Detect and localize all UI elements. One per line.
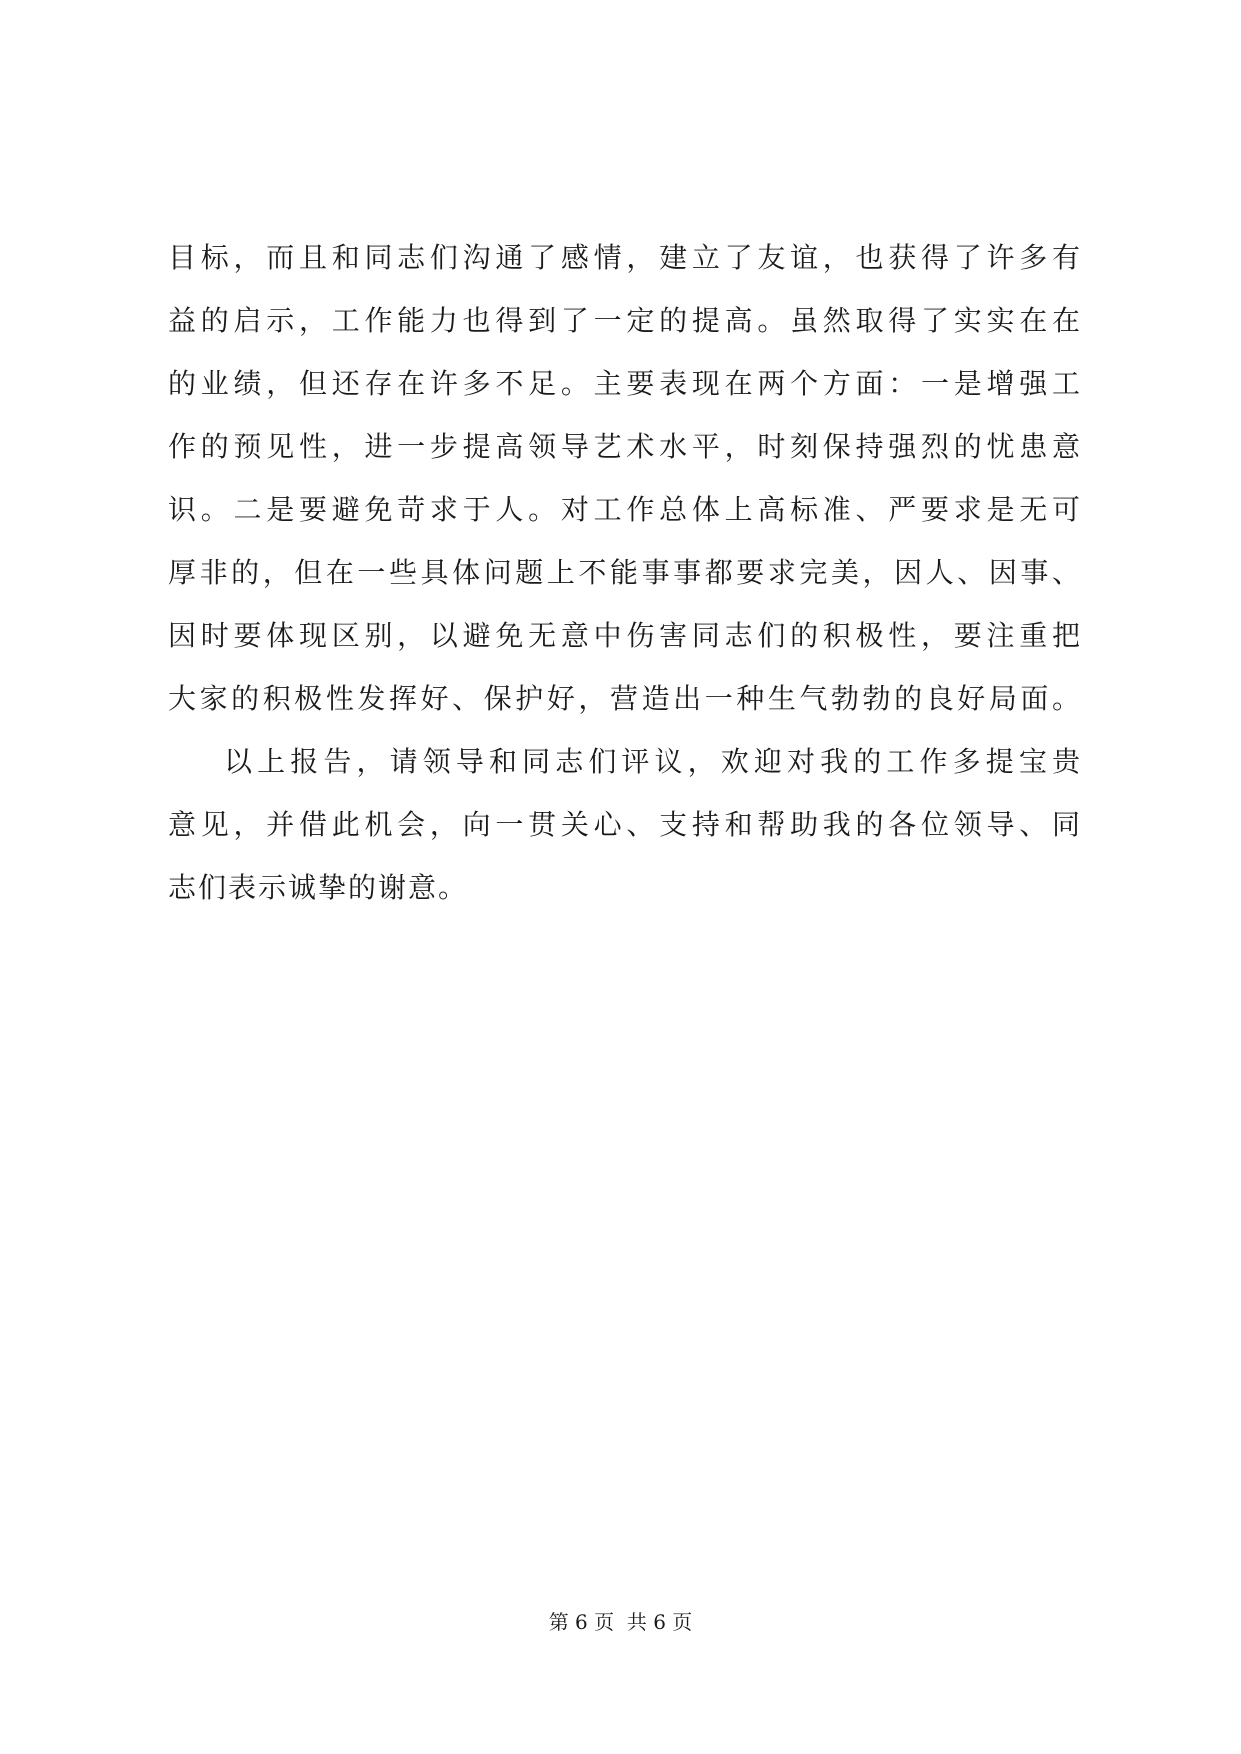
paragraph-line: 作的预见性，进一步提高领导艺术水平，时刻保持强烈的忧患意: [168, 430, 1082, 463]
page-number: 第 6 页: [548, 1610, 615, 1634]
paragraph-line: 目标，而且和同志们沟通了感情，建立了友谊，也获得了许多有: [168, 241, 1082, 274]
paragraph-line-indented: 以上报告，请领导和同志们评议，欢迎对我的工作多提宝贵: [224, 745, 1082, 778]
paragraph-line: 益的启示，工作能力也得到了一定的提高。虽然取得了实实在在: [168, 304, 1082, 337]
paragraph-1: [168, 226, 1082, 730]
page-footer: [0, 1608, 1241, 1636]
paragraph-line: 因时要体现区别，以避免无意中伤害同志们的积极性，要注重把: [168, 619, 1082, 652]
paragraph-line: 大家的积极性发挥好、保护好，营造出一种生气勃勃的良好局面。: [168, 682, 1082, 715]
body-text: [168, 226, 1082, 919]
paragraph-line: 的业绩，但还存在许多不足。主要表现在两个方面：一是增强工: [168, 367, 1082, 400]
paragraph-line: 厚非的，但在一些具体问题上不能事事都要求完美，因人、因事、: [168, 556, 1082, 589]
paragraph-line: 志们表示诚挚的谢意。: [168, 871, 469, 904]
paragraph-line: 识。二是要避免苛求于人。对工作总体上高标准、严要求是无可: [168, 493, 1082, 526]
page-total: 共 6 页: [626, 1610, 693, 1634]
paragraph-2: [168, 730, 1082, 919]
paragraph-line: 意见，并借此机会，向一贯关心、支持和帮助我的各位领导、同: [168, 808, 1082, 841]
